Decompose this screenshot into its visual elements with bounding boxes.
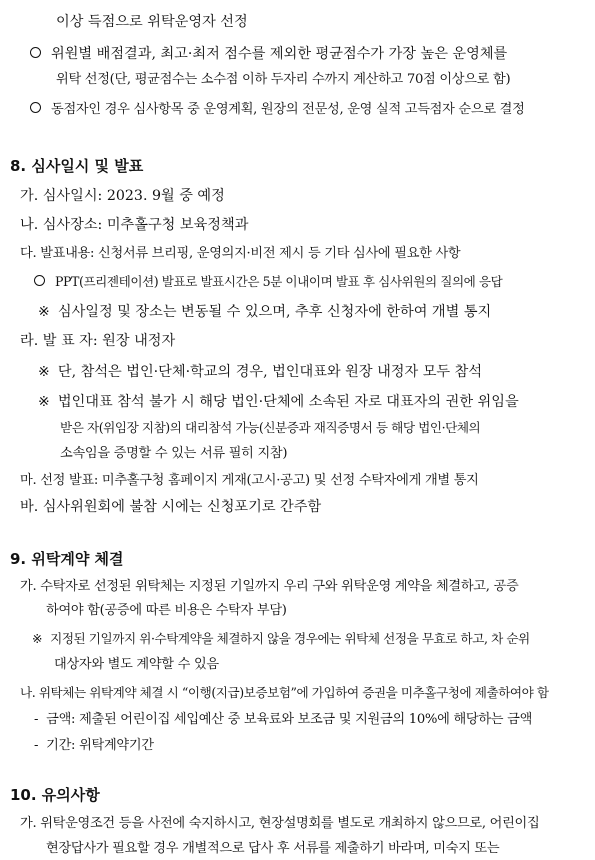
sec9-item-a-note — [0, 628, 595, 650]
sec7-item-2-text: 위원별 배점결과, 최고·최저 점수를 제외한 평균점수가 가장 높은 운영체를 — [51, 46, 508, 62]
sec8-item-c-note-text: 심사일정 및 장소는 변동될 수 있으며, 추후 신청자에 한하여 개별 통지 — [57, 304, 492, 320]
sec8-item-a: 가. 심사일시: 2023. 9월 중 예정 — [20, 188, 225, 204]
sec9-item-a-continuation: 하여야 함(공증에 따른 비용은 수탁자 부담) — [46, 603, 287, 618]
sec8-item-d-note-2-text: 법인대표 참석 불가 시 해당 법인·단체에 소속된 자로 대표자의 권한 위임을 — [57, 394, 519, 410]
sec9-item-b-dash-1-text: 금액: 제출된 어린이집 세입예산 중 보육료와 보조금 및 지원금의 10%에 해당하는 금액 — [46, 712, 533, 727]
sec10-item-a-continuation: 현장답사가 필요할 경우 개별적으로 답사 후 서류를 제출하기 바라며, 미숙지 또는 — [46, 841, 500, 856]
sec8-item-d-note-1-text: 단, 참석은 법인·단체·학교의 경우, 법인대표와 원장 내정자 모두 참석 — [57, 364, 483, 380]
sec8-item-c-note — [0, 301, 595, 323]
sec8-item-d-note-2-continuation-1: 받은 자(위임장 지참)의 대리참석 가능(신분증과 재직증명서 등 해당 법인·단체의 — [60, 420, 481, 435]
circle-bullet-icon — [30, 102, 41, 113]
sec8-item-c-sub-text: PPT(프리젠테이션) 발표로 발표시간은 5분 이내이며 발표 후 심사위원의 질의에 응답 — [55, 274, 503, 289]
reference-mark-icon: ※ — [38, 394, 50, 410]
sec7-item-2 — [0, 43, 595, 65]
sec9-item-b-dash-2-text: 기간: 위탁계약기간 — [46, 738, 154, 753]
sec8-item-f: 바. 심사위원회에 불참 시에는 신청포기로 간주함 — [20, 499, 322, 515]
sec8-item-b: 나. 심사장소: 미추홀구청 보육정책과 — [20, 217, 249, 233]
sec8-item-e: 마. 선정 발표: 미추홀구청 홈페이지 게재(고시·공고) 및 선정 수탁자에게 개별 통지 — [20, 473, 479, 488]
reference-mark-icon: ※ — [38, 304, 50, 320]
sec9-item-b-dash-2 — [0, 735, 595, 757]
circle-bullet-icon — [30, 47, 41, 58]
dash-bullet-icon: - — [34, 738, 39, 753]
dash-bullet-icon: - — [34, 712, 39, 727]
reference-mark-icon: ※ — [32, 631, 43, 646]
sec7-continuation: 이상 득점으로 위탁운영자 선정 — [56, 14, 248, 30]
sec8-item-d-note-2-continuation-2: 소속임을 증명할 수 있는 서류 필히 지참) — [60, 446, 288, 461]
sec8-item-c: 다. 발표내용: 신청서류 브리핑, 운영의지·비전 제시 등 기타 심사에 필요한 사항 — [20, 246, 461, 261]
sec10-item-a: 가. 위탁운영조건 등을 사전에 숙지하시고, 현장설명회를 별도로 개최하지 않으므로, 어린이집 — [20, 816, 540, 831]
sec9-item-b-dash-1 — [0, 709, 595, 731]
sec8-item-d-note-2 — [0, 391, 595, 413]
sec8-item-c-sub — [0, 271, 595, 293]
sec9-item-a-note-continuation: 대상자와 별도 계약할 수 있음 — [54, 657, 219, 672]
sec9-item-b: 나. 위탁체는 위탁계약 체결 시 “이행(지급)보증보험”에 가입하여 증권을 미추홀구청에 제출하여야 함 — [20, 685, 549, 700]
sec8-item-d-note-1 — [0, 361, 595, 383]
reference-mark-icon: ※ — [38, 364, 50, 380]
sec7-item-3 — [0, 99, 595, 121]
sec9-heading: 9. 위탁계약 체결 — [10, 550, 124, 568]
sec9-item-a: 가. 수탁자로 선정된 위탁체는 지정된 기일까지 우리 구와 위탁운영 계약을 체결하고, 공증 — [20, 579, 519, 594]
circle-bullet-icon — [34, 275, 45, 286]
sec7-item-2-continuation: 위탁 선정(단, 평균점수는 소수점 이하 두자리 수까지 계산하고 70점 이상으로 함) — [56, 72, 511, 87]
sec8-heading: 8. 심사일시 및 발표 — [10, 157, 144, 175]
sec10-heading: 10. 유의사항 — [10, 786, 100, 804]
sec8-item-d: 라. 발 표 자: 원장 내정자 — [20, 333, 176, 349]
sec9-item-a-note-text: 지정된 기일까지 위·수탁계약을 체결하지 않을 경우에는 위탁체 선정을 무효로 하고, 차 순위 — [50, 631, 530, 646]
sec7-item-3-text: 동점자인 경우 심사항목 중 운영계획, 원장의 전문성, 운영 실적 고득점자 순으로 결정 — [51, 102, 525, 117]
